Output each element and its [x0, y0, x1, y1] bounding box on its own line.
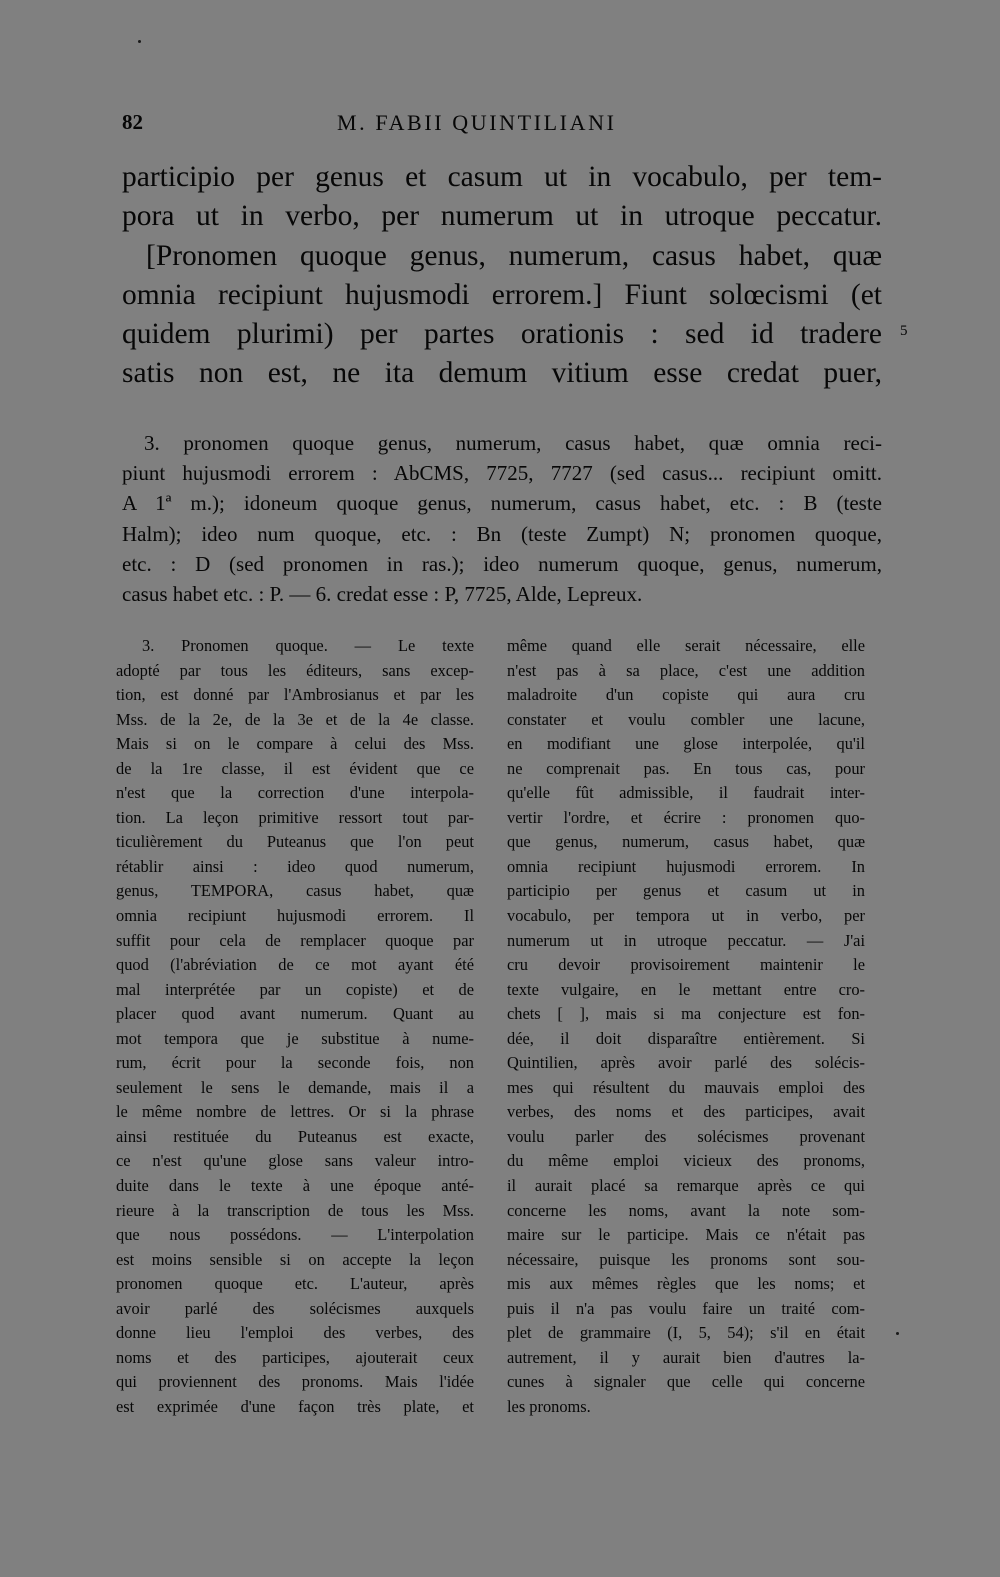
commentary-line: vocabulo, per tempora ut in verbo, per — [507, 906, 865, 926]
commentary-line: le même nombre de lettres. Or si la phrase — [116, 1102, 474, 1122]
apparatus-line: Halm); ideo num quoque, etc. : Bn (teste Zumpt) N; pronomen quoque, — [122, 521, 882, 546]
main-text-line: participio per genus et casum ut in vocabulo, per tem- — [122, 161, 882, 193]
commentary-line: suffit pour cela de remplacer quoque par — [116, 930, 474, 950]
commentary-line: qu'elle fût admissible, il faudrait inter- — [507, 783, 865, 803]
commentary-line: chets [ ], mais si ma conjecture est fon- — [507, 1004, 865, 1024]
commentary-line: tion, est donné par l'Ambrosianus et par les — [116, 685, 474, 705]
commentary-line: pronomen quoque etc. L'auteur, après — [116, 1274, 474, 1294]
commentary-line: noms et des participes, ajouterait ceux — [116, 1347, 474, 1367]
main-text-line: pora ut in verbo, per numerum ut in utroque peccatur. — [122, 200, 882, 233]
commentary-line: constater et voulu combler une lacune, — [507, 709, 865, 729]
commentary-line: vertir l'ordre, et écrire : pronomen quo- — [507, 807, 865, 827]
commentary-line: concerne les noms, avant la note som- — [507, 1200, 865, 1220]
commentary-line: omnia recipiunt hujusmodi errorem. In — [507, 856, 865, 876]
commentary-line: mes qui résultent du mauvais emploi des — [507, 1077, 865, 1097]
commentary-line: texte vulgaire, en le mettant entre cro- — [507, 979, 865, 999]
apparatus-line: 3. pronomen quoque genus, numerum, casus habet, quæ omnia reci- — [144, 431, 882, 455]
commentary-line: en modifiant une glose interpolée, qu'il — [507, 734, 865, 754]
commentary-line: Mais si on le compare à celui des Mss. — [116, 734, 474, 754]
commentary-line: n'est pas à sa place, c'est une addition — [507, 660, 865, 680]
commentary-line: dée, il doit disparaître entièrement. Si — [507, 1028, 865, 1048]
commentary-line: verbes, des noms et des participes, avait — [507, 1102, 865, 1122]
commentary-line: cru devoir provisoirement maintenir le — [507, 955, 865, 975]
commentary-line: que genus, numerum, casus habet, quæ — [507, 832, 865, 852]
commentary-line: genus, TEMPORA, casus habet, quæ — [116, 881, 474, 901]
commentary-line: numerum ut in utroque peccatur. — J'ai — [507, 930, 865, 950]
commentary-line: rétablir ainsi : ideo quod numerum, — [116, 856, 474, 876]
commentary-line: ne comprenait pas. En tous cas, pour — [507, 758, 865, 778]
apparatus-line: A 1ª m.); idoneum quoque genus, numerum, casus habet, etc. : B (teste — [122, 491, 882, 516]
page-number: 82 — [122, 110, 143, 134]
commentary-line: rum, écrit pour la seconde fois, non — [116, 1053, 474, 1073]
commentary-line: n'est que la correction d'une interpola- — [116, 783, 474, 803]
commentary-line: quod (l'abréviation de ce mot ayant été — [116, 955, 474, 975]
commentary-line: avoir parlé des solécismes auxquels — [116, 1298, 474, 1318]
running-title: M. FABII QUINTILIANI — [337, 110, 617, 135]
commentary-line: voulu parler des solécismes provenant — [507, 1126, 865, 1146]
commentary-line: mal interprétée par un copiste) et de — [116, 979, 474, 999]
commentary-line: plet de grammaire (I, 5, 54); s'il en était — [507, 1323, 865, 1343]
commentary-line: autrement, il y aurait bien d'autres la- — [507, 1347, 865, 1367]
main-text-line: satis non est, ne ita demum vitium esse credat puer, — [122, 357, 882, 390]
commentary-line: Quintilien, après avoir parlé des solécis- — [507, 1053, 865, 1073]
commentary-line: il aurait placé sa remarque après ce qui — [507, 1176, 865, 1196]
commentary-line: puis il n'a pas voulu faire un traité com- — [507, 1298, 865, 1318]
commentary-line: 3. Pronomen quoque. — Le texte — [142, 636, 474, 655]
main-text-line: [Pronomen quoque genus, numerum, casus habet, quæ — [146, 239, 882, 272]
commentary-line: que nous possédons. — L'interpolation — [116, 1225, 474, 1245]
commentary-line: omnia recipiunt hujusmodi errorem. Il — [116, 906, 474, 926]
commentary-line: est exprimée d'une façon très plate, et — [116, 1396, 474, 1416]
main-latin-text — [122, 158, 882, 394]
apparatus-line: casus habet etc. : P. — 6. credat esse : P, 7725, Alde, Lepreux. — [122, 582, 643, 607]
commentary-line: adopté par tous les éditeurs, sans excep- — [116, 660, 474, 680]
commentary-left-column — [116, 634, 474, 1420]
commentary-line: ainsi restituée du Puteanus est exacte, — [116, 1126, 474, 1146]
commentary-line: participio per genus et casum ut in — [507, 881, 865, 901]
main-text-line: quidem plurimi) per partes orationis : sed id tradere — [122, 318, 882, 351]
commentary-line: même quand elle serait nécessaire, elle — [507, 636, 865, 655]
commentary-line: cunes à signaler que celle qui concerne — [507, 1372, 865, 1392]
commentary-line: seulement le sens le demande, mais il a — [116, 1077, 474, 1097]
commentary-line: maladroite d'un copiste qui aura cru — [507, 685, 865, 705]
commentary-line: qui proviennent des pronoms. Mais l'idée — [116, 1372, 474, 1392]
commentary-line: duite dans le texte à une époque anté- — [116, 1176, 474, 1196]
margin-line-number: 5 — [900, 323, 908, 339]
apparatus-line: etc. : D (sed pronomen in ras.); ideo numerum quoque, genus, numerum, — [122, 551, 882, 576]
commentary-line: maire sur le participe. Mais ce n'était pas — [507, 1225, 865, 1245]
commentary-line: rieure à la transcription de tous les Mss. — [116, 1200, 474, 1220]
commentary-line: tion. La leçon primitive ressort tout par- — [116, 807, 474, 827]
commentary-line: mot tempora que je substitue à nume- — [116, 1028, 474, 1048]
commentary-line: ticulièrement du Puteanus que l'on peut — [116, 832, 474, 852]
main-text-line: omnia recipiunt hujusmodi errorem.] Fiunt solœcismi (et — [122, 278, 882, 311]
commentary-line: Mss. de la 2e, de la 3e et de la 4e classe. — [116, 709, 474, 729]
apparatus-line: piunt hujusmodi errorem : AbCMS, 7725, 7727 (sed casus... recipiunt omitt. — [122, 461, 882, 486]
commentary-line: nécessaire, puisque les pronoms sont sou- — [507, 1249, 865, 1269]
commentary-line: placer quod avant numerum. Quant au — [116, 1004, 474, 1024]
commentary-line: donne lieu l'emploi des verbes, des — [116, 1323, 474, 1343]
running-head — [122, 110, 882, 140]
commentary-right-column — [507, 634, 865, 1420]
critical-apparatus — [122, 428, 882, 609]
commentary-line: du même emploi vicieux des pronoms, — [507, 1151, 865, 1171]
commentary-line: de la 1re classe, il est évident que ce — [116, 758, 474, 778]
commentary-line: est moins sensible si on accepte la leçon — [116, 1249, 474, 1269]
ink-speck — [896, 1332, 899, 1335]
commentary-line: ce n'est qu'une glose sans valeur intro- — [116, 1151, 474, 1171]
commentary-line: mis aux mêmes règles que les noms; et — [507, 1274, 865, 1294]
ink-speck — [138, 40, 141, 43]
commentary-line: les pronoms. — [507, 1396, 591, 1416]
